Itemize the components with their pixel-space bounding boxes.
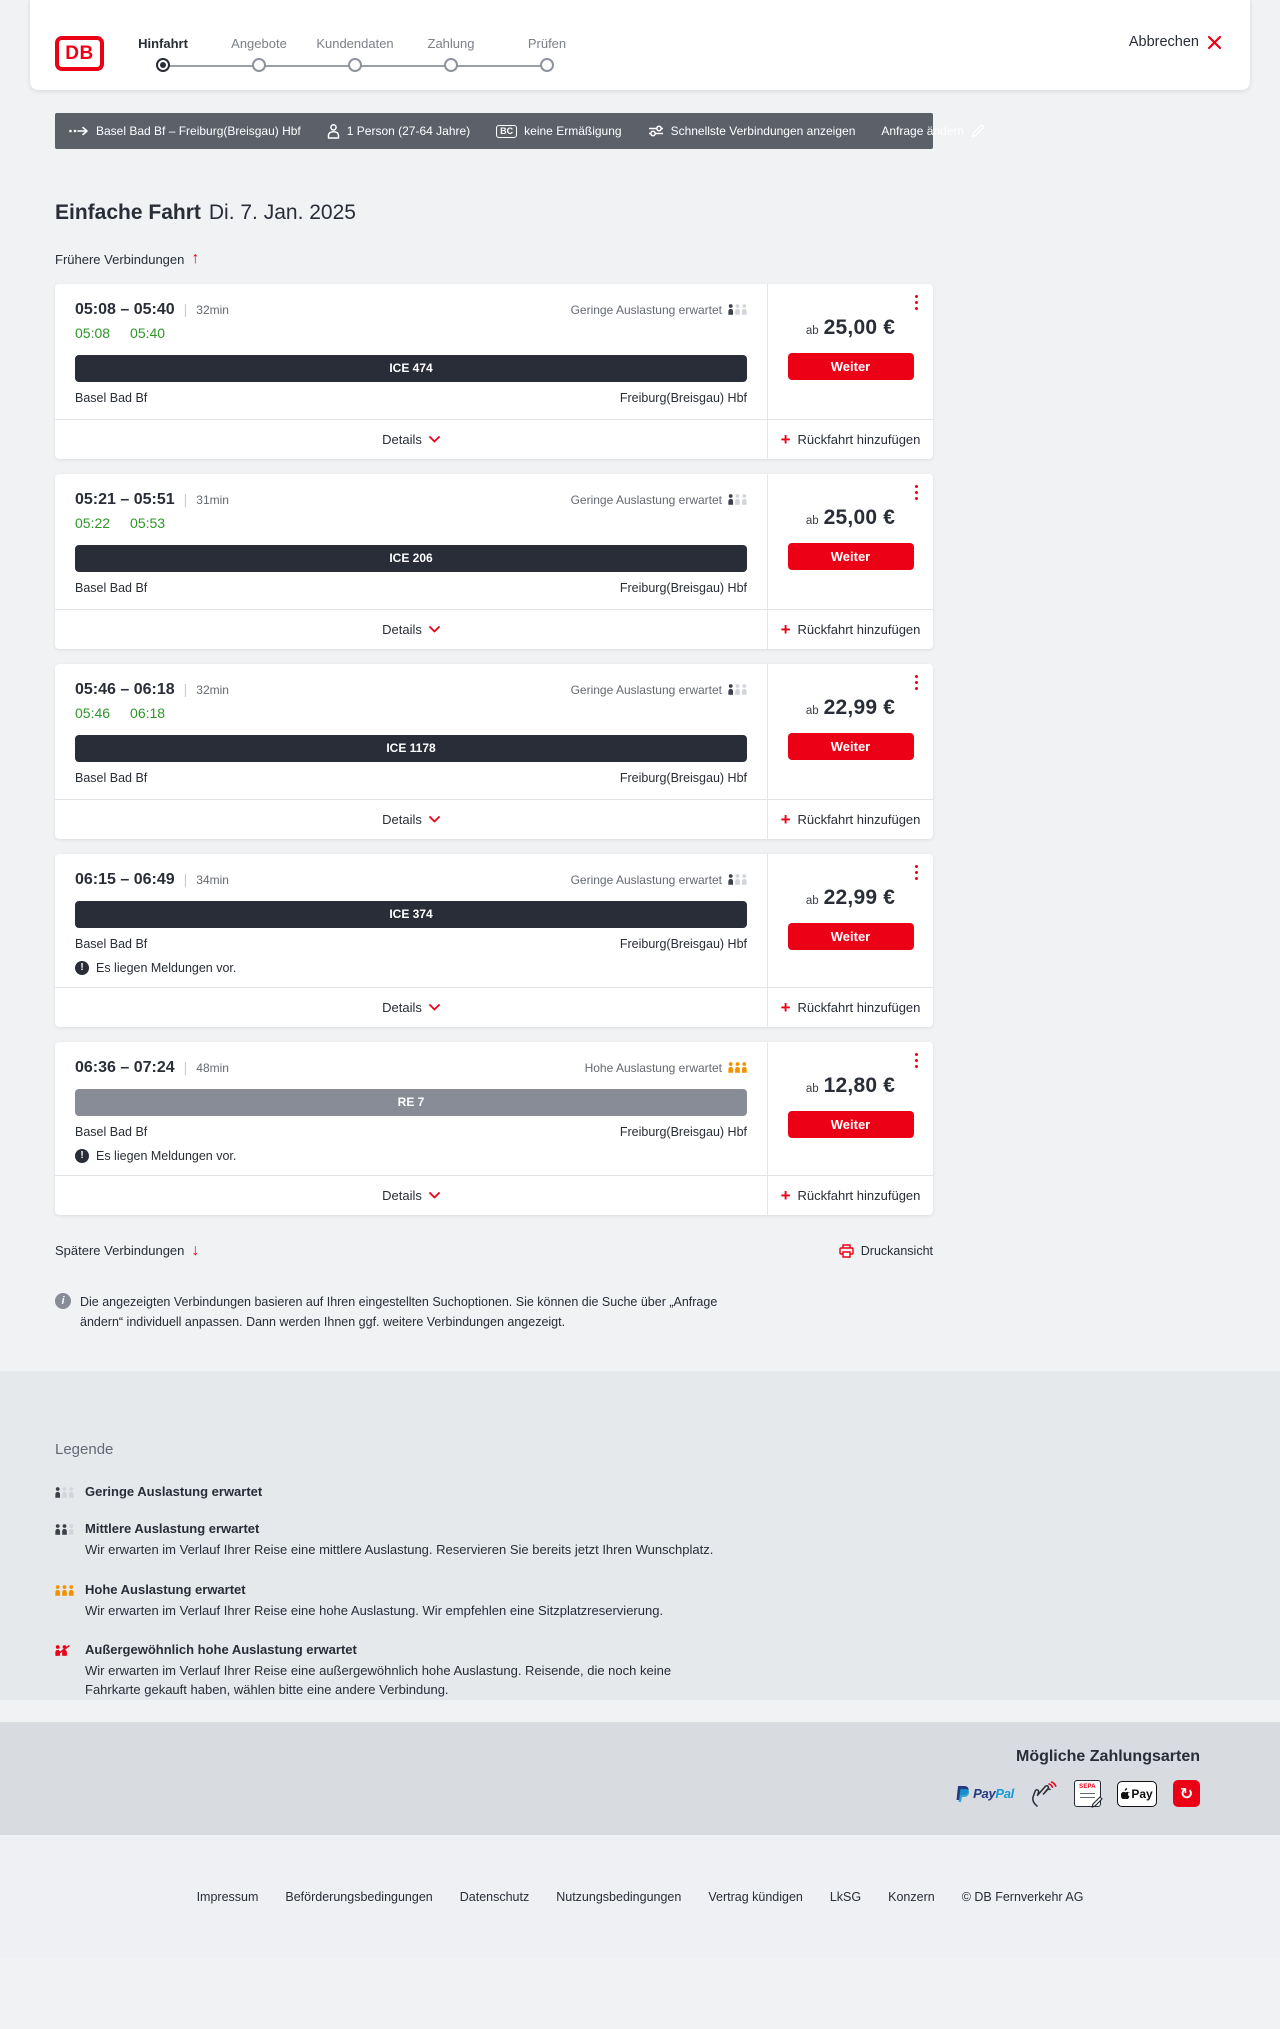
payment-icons [0, 1780, 1200, 1807]
travelers-summary: 1 Person (27-64 Jahre) [327, 124, 470, 139]
pencil-icon [971, 124, 985, 138]
plus-icon: + [780, 997, 791, 1017]
footer-link-vertrag-kuendigen[interactable]: Vertrag kündigen [708, 1889, 803, 1904]
weiter-button[interactable]: Weiter [788, 543, 914, 570]
footer-link-lksg[interactable]: LkSG [829, 1889, 862, 1904]
card-menu-button[interactable] [913, 1051, 921, 1071]
add-return-button[interactable]: + Rückfahrt hinzufügen [767, 1175, 933, 1215]
message-note: ! Es liegen Meldungen vor. [75, 1149, 747, 1163]
journey-summary-bar [55, 113, 965, 149]
contactless-hand-icon [1030, 1781, 1058, 1807]
db-logo-text: DB [65, 42, 94, 64]
alert-icon: ! [75, 961, 89, 975]
legend-title: Legende [55, 1440, 114, 1458]
details-toggle[interactable]: Details [55, 987, 767, 1027]
plus-icon: + [780, 1185, 791, 1205]
chevron-down-icon [429, 626, 440, 633]
occupancy-low-icon [55, 1487, 74, 1498]
connection-card: 05:21 – 05:51 | 31min Geringe Auslastung erwartet 05:22 05:53 ICE 206 Basel Bad Bf Freiburg(Breisgau) Hbf ab 25,00 € Weiter Details + Rückfahrt hinzufügen [55, 474, 933, 649]
results-main [55, 201, 933, 1371]
info-icon: i [55, 1293, 71, 1309]
connection-card: 06:15 – 06:49 | 34min Geringe Auslastung erwartet ICE 374 Basel Bad Bf Freiburg(Breisgau) Hbf ! Es liegen Meldungen vor. ab 22,99 € Weiter Details + Rückfahrt hinzufügen [55, 854, 933, 1027]
fastest-connections-toggle[interactable]: Schnellste Verbindungen anzeigen [648, 124, 856, 138]
weiter-button[interactable]: Weiter [788, 923, 914, 950]
route-arrow-icon [69, 126, 89, 136]
apple-pay-icon: Pay [1117, 1781, 1157, 1807]
discount-summary: BC keine Ermäßigung [496, 124, 621, 138]
train-label: RE 7 [75, 1089, 747, 1116]
legend-section [0, 1371, 1280, 1700]
footer-link-impressum[interactable]: Impressum [196, 1889, 259, 1904]
earlier-connections-link[interactable]: Frühere Verbindungen ↑ [55, 250, 200, 267]
step-angebote[interactable]: Angebote [211, 36, 307, 77]
connection-times: 05:46 – 06:18 [75, 680, 175, 698]
occupancy-medium-icon [55, 1524, 74, 1535]
page-footer [0, 1835, 1280, 1958]
step-hinfahrt[interactable]: Hinfahrt [115, 36, 211, 77]
connection-times: 05:21 – 05:51 [75, 490, 175, 508]
add-return-button[interactable]: + Rückfahrt hinzufügen [767, 987, 933, 1027]
card-menu-button[interactable] [913, 863, 921, 883]
occupancy-low-icon [728, 494, 747, 505]
plus-icon: + [780, 429, 791, 449]
paypal-icon: PayPal [955, 1781, 1014, 1807]
footer-link-datenschutz[interactable]: Datenschutz [459, 1889, 530, 1904]
occupancy-high-icon [55, 1585, 74, 1596]
step-dot-icon [348, 58, 362, 72]
occupancy-indicator: Geringe Auslastung erwartet [571, 683, 747, 697]
chevron-down-icon [429, 1004, 440, 1011]
app-header [30, 0, 1250, 90]
weiter-button[interactable]: Weiter [788, 1111, 914, 1138]
train-label: ICE 374 [75, 901, 747, 928]
arrival-station: Freiburg(Breisgau) Hbf [619, 580, 747, 595]
progress-stepper [115, 14, 595, 77]
connection-duration: 34min [196, 872, 229, 887]
later-connections-link[interactable]: Spätere Verbindungen ↓ [55, 1241, 200, 1259]
step-dot-icon [252, 58, 266, 72]
card-menu-button[interactable] [913, 293, 921, 313]
plus-icon: + [780, 619, 791, 639]
departure-station: Basel Bad Bf [75, 770, 148, 785]
details-toggle[interactable]: Details [55, 609, 767, 649]
change-request-button[interactable]: Anfrage ändern [881, 124, 985, 138]
plus-icon: + [780, 809, 791, 829]
card-menu-button[interactable] [913, 483, 921, 503]
occupancy-indicator: Geringe Auslastung erwartet [571, 873, 747, 887]
payment-title: Mögliche Zahlungsarten [1015, 1748, 1200, 1766]
connection-duration: 48min [196, 1060, 229, 1075]
step-zahlung[interactable]: Zahlung [403, 36, 499, 77]
realtime-times: 05:46 06:18 [75, 704, 166, 721]
route-summary: Basel Bad Bf – Freiburg(Breisgau) Hbf [69, 124, 301, 138]
alert-icon: ! [75, 1149, 89, 1163]
train-label: ICE 1178 [75, 735, 747, 762]
legend-item: Hohe Auslastung erwartet Wir erwarten im Verlauf Ihrer Reise eine hohe Auslastung. Wir empfehlen eine Sitzplatzreservierung. [55, 1582, 1280, 1621]
details-toggle[interactable]: Details [55, 799, 767, 839]
footer-link-befoerderungsbedingungen[interactable]: Beförderungsbedingungen [285, 1889, 433, 1904]
footer-links [197, 1890, 1084, 1904]
connection-duration: 32min [196, 302, 229, 317]
message-note: ! Es liegen Meldungen vor. [75, 961, 747, 975]
person-icon [327, 124, 340, 139]
payment-section [0, 1722, 1280, 1835]
add-return-button[interactable]: + Rückfahrt hinzufügen [767, 609, 933, 649]
train-label: ICE 206 [75, 545, 747, 572]
connection-card: 06:36 – 07:24 | 48min Hohe Auslastung erwartet RE 7 Basel Bad Bf Freiburg(Breisgau) Hbf ! Es liegen Meldungen vor. ab 12,80 € Weiter Details + Rückfahrt hinzufügen [55, 1042, 933, 1215]
arrival-station: Freiburg(Breisgau) Hbf [619, 1124, 747, 1139]
chevron-down-icon [429, 1192, 440, 1199]
search-options-note: i Die angezeigten Verbindungen basieren auf Ihren eingestellten Suchoptionen. Sie können die Suche über „Anfrage ändern“ individuell anpassen. Dann werden Ihnen ggf. weitere Verbindungen angezeigt. [55, 1292, 933, 1371]
connection-times: 06:15 – 06:49 [75, 870, 175, 888]
connection-times: 05:08 – 05:40 [75, 300, 175, 318]
card-menu-button[interactable] [913, 673, 921, 693]
add-return-button[interactable]: + Rückfahrt hinzufügen [767, 799, 933, 839]
price: ab 22,99 € [805, 695, 896, 719]
step-dot-active-icon [156, 58, 170, 72]
arrow-up-icon: ↑ [191, 250, 200, 267]
db-logo [55, 36, 104, 71]
footer-link-konzern[interactable]: Konzern [888, 1889, 935, 1904]
realtime-times: 05:22 05:53 [75, 514, 166, 531]
page-title: Einfache Fahrt Di. 7. Jan. 2025 [55, 201, 356, 224]
details-toggle[interactable]: Details [55, 419, 767, 459]
departure-station: Basel Bad Bf [75, 580, 148, 595]
sepa-mandate-icon: SEPA [1074, 1780, 1101, 1807]
departure-station: Basel Bad Bf [75, 936, 148, 951]
step-kundendaten[interactable]: Kundendaten [307, 36, 403, 77]
step-dot-icon [444, 58, 458, 72]
departure-station: Basel Bad Bf [75, 390, 148, 405]
details-toggle[interactable]: Details [55, 1175, 767, 1215]
occupancy-indicator: Geringe Auslastung erwartet [571, 493, 747, 507]
departure-station: Basel Bad Bf [75, 1124, 148, 1139]
connection-times: 06:36 – 07:24 [75, 1058, 175, 1076]
step-pruefen[interactable]: Prüfen [499, 36, 595, 77]
chevron-down-icon [429, 816, 440, 823]
occupancy-low-icon [728, 684, 747, 695]
price: ab 25,00 € [805, 505, 896, 529]
step-dot-icon [540, 58, 554, 72]
connection-duration: 32min [196, 682, 229, 697]
price: ab 25,00 € [805, 315, 896, 339]
legend-item: Geringe Auslastung erwartet [55, 1484, 1280, 1499]
train-label: ICE 474 [75, 355, 747, 382]
weiter-button[interactable]: Weiter [788, 733, 914, 760]
occupancy-high-icon [728, 1062, 747, 1073]
copyright: © DB Fernverkehr AG [961, 1889, 1084, 1904]
chevron-down-icon [429, 436, 440, 443]
weiter-button[interactable]: Weiter [788, 353, 914, 380]
add-return-button[interactable]: + Rückfahrt hinzufügen [767, 419, 933, 459]
db-voucher-icon: ↻ [1173, 1780, 1200, 1807]
arrival-station: Freiburg(Breisgau) Hbf [619, 390, 747, 405]
price: ab 12,80 € [805, 1073, 896, 1097]
legend-item: Mittlere Auslastung erwartet Wir erwarten im Verlauf Ihrer Reise eine mittlere Auslastung. Reservieren Sie bereits jetzt Ihren Wunschplatz. [55, 1521, 1280, 1560]
connection-card: 05:46 – 06:18 | 32min Geringe Auslastung erwartet 05:46 06:18 ICE 1178 Basel Bad Bf Freiburg(Breisgau) Hbf ab 22,99 € Weiter Details + Rückfahrt hinzufügen [55, 664, 933, 839]
printer-icon [839, 1244, 854, 1258]
arrow-down-icon: ↓ [191, 1241, 200, 1259]
connection-duration: 31min [196, 492, 229, 507]
legend-item: Außergewöhnlich hohe Auslastung erwartet Wir erwarten im Verlauf Ihrer Reise eine außergewöhnlich hohe Auslastung. Reisende, die noch keine Fahrkarte gekauft haben, wählen bitte eine andere Verbindung. [55, 1642, 1280, 1700]
occupancy-low-icon [728, 304, 747, 315]
sliders-icon [648, 125, 664, 137]
footer-link-nutzungsbedingungen[interactable]: Nutzungsbedingungen [556, 1889, 682, 1904]
cancel-button[interactable]: Abbrechen [1129, 34, 1222, 50]
arrival-station: Freiburg(Breisgau) Hbf [619, 936, 747, 951]
occupancy-very-high-icon [55, 1645, 74, 1656]
arrival-station: Freiburg(Breisgau) Hbf [619, 770, 747, 785]
occupancy-low-icon [728, 874, 747, 885]
bahncard-icon: BC [496, 125, 517, 138]
realtime-times: 05:08 05:40 [75, 324, 166, 341]
print-view-link[interactable]: Druckansicht [839, 1244, 933, 1258]
occupancy-indicator: Geringe Auslastung erwartet [571, 303, 747, 317]
price: ab 22,99 € [805, 885, 896, 909]
occupancy-indicator: Hohe Auslastung erwartet [585, 1061, 747, 1075]
connection-card: 05:08 – 05:40 | 32min Geringe Auslastung erwartet 05:08 05:40 ICE 474 Basel Bad Bf Freiburg(Breisgau) Hbf ab 25,00 € Weiter Details + Rückfahrt hinzufügen [55, 284, 933, 459]
close-icon [1207, 35, 1222, 50]
